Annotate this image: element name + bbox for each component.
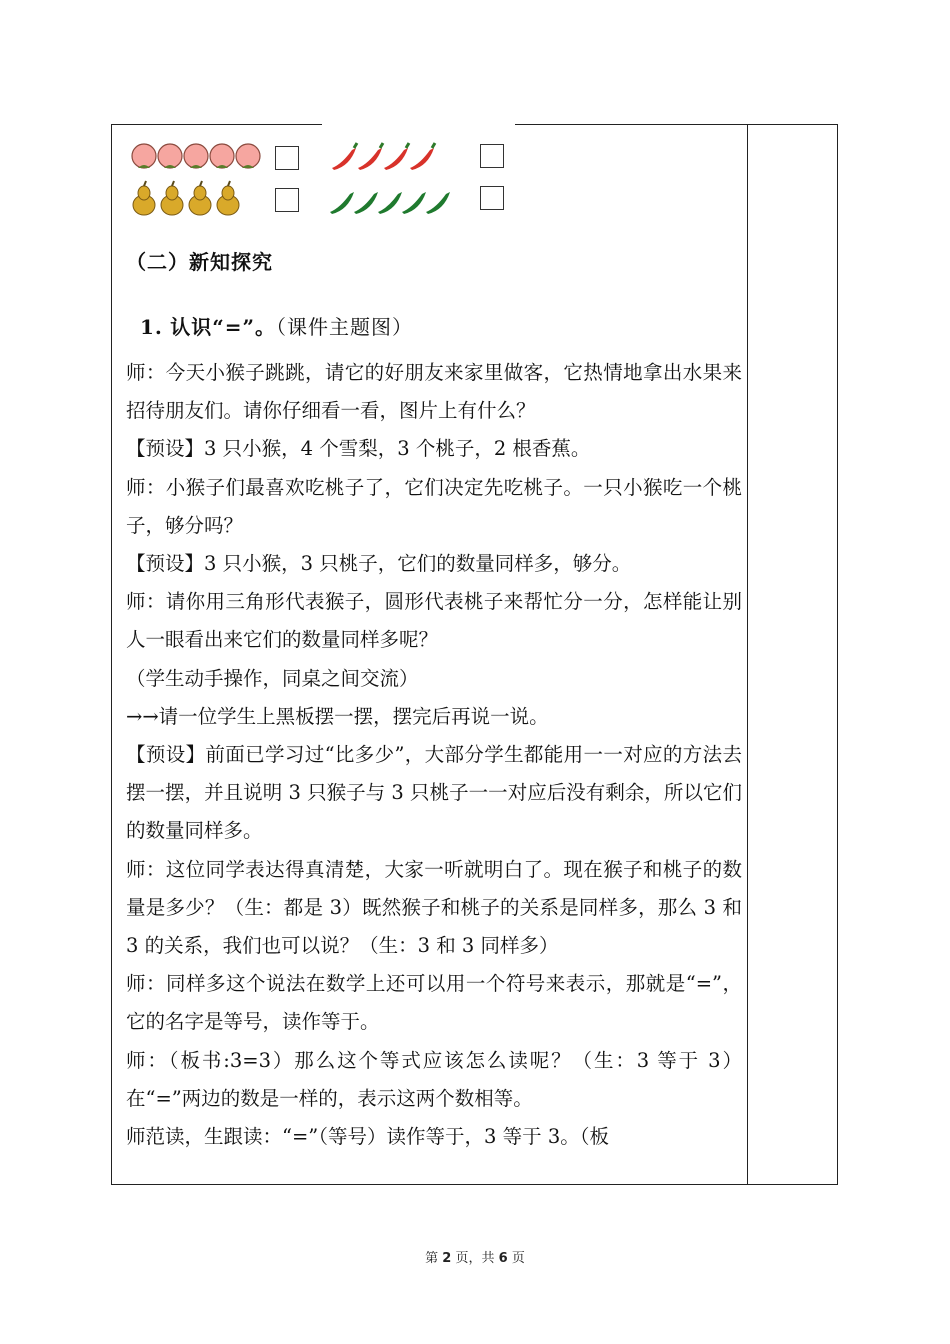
pear-icon (189, 181, 211, 215)
red-chili-group-icon (328, 138, 448, 174)
lesson-content-cell (118, 130, 742, 1182)
paragraph: （学生动手操作，同桌之间交流） (126, 666, 419, 690)
exercise-row-1 (128, 138, 268, 178)
paragraph: 师：今天小猴子跳跳，请它的好朋友来家里做客，它热情地拿出水果来招待朋友们。请你仔细看一看，图片上有什么？ (126, 361, 742, 423)
page-footer (0, 1247, 950, 1266)
table-column-divider (747, 124, 748, 1185)
subheading-note: （课件主题图） (276, 315, 414, 339)
answer-box-peaches[interactable] (275, 146, 299, 170)
green-chili-group (326, 180, 456, 220)
peach-icon (236, 144, 260, 168)
red-chili-icon (358, 148, 382, 170)
table-top-gap (322, 120, 515, 128)
footer-prefix: 第 (425, 1251, 439, 1266)
peach-group-icon (128, 138, 268, 174)
footer-total-pages: 6 (498, 1251, 508, 1266)
footer-suffix: 页 (511, 1251, 525, 1266)
answer-box-red-chilis[interactable] (480, 144, 504, 168)
paragraph: →→请一位学生上黑板摆一摆，摆完后再说一说。 (126, 704, 549, 728)
paragraph: 师：请你用三角形代表猴子，圆形代表桃子来帮忙分一分，怎样能让别人一眼看出来它们的数量同样多呢？ (126, 590, 742, 652)
footer-page-number: 2 (442, 1251, 452, 1266)
paragraph: 师：同样多这个说法在数学上还可以用一个符号来表示，那就是“=”，它的名字是等号，读作等于。 (126, 972, 742, 1034)
green-chili-icon (354, 192, 378, 214)
green-chili-icon (402, 192, 426, 214)
peach-icon (184, 144, 208, 168)
red-chili-icon (332, 148, 356, 170)
paragraph: 师范读，生跟读：“=”（等号）读作等于，3 等于 3。（板 (126, 1125, 609, 1149)
green-chili-icon (426, 192, 450, 214)
peach-icon (132, 144, 156, 168)
paragraph: 师：小猴子们最喜欢吃桃子了，它们决定先吃桃子。一只小猴吃一个桃子，够分吗？ (126, 475, 742, 537)
answer-box-pears[interactable] (275, 188, 299, 212)
red-chili-icon (384, 148, 408, 170)
pear-icon (161, 181, 183, 215)
subheading-number: 1. (140, 315, 163, 339)
pear-icon (217, 181, 239, 215)
green-chili-icon (330, 192, 354, 214)
peach-icon (210, 144, 234, 168)
section-heading: （二）新知探究 (126, 250, 273, 274)
green-chili-icon (378, 192, 402, 214)
pear-group-icon (128, 180, 248, 218)
paragraph: 师：（板书:3=3）那么这个等式应该怎么读呢？（生：3 等于 3）在“=”两边的数是一样的，表示这两个数相等。 (126, 1048, 742, 1110)
lesson-body (126, 354, 742, 1156)
pear-icon (133, 181, 155, 215)
paragraph: 师：这位同学表达得真清楚，大家一听就明白了。现在猴子和桃子的数量是多少？（生：都是 3）既然猴子和桃子的关系是同样多，那么 3 和 3 的关系，我们也可以说？（生：3 和 3 同样多） (126, 857, 742, 958)
paragraph: 【预设】3 只小猴，4 个雪梨，3 个桃子，2 根香蕉。 (126, 437, 591, 461)
green-chili-group-icon (326, 180, 456, 218)
peach-icon (158, 144, 182, 168)
red-chili-group (328, 138, 448, 178)
paragraph: 【预设】3 只小猴，3 只桃子，它们的数量同样多，够分。 (126, 552, 632, 576)
footer-mid: 页，共 (455, 1251, 495, 1266)
answer-box-green-chilis[interactable] (480, 186, 504, 210)
exercise-row-2 (128, 180, 248, 220)
paragraph: 【预设】前面已学习过“比多少”，大部分学生都能用一一对应的方法去摆一摆，并且说明 3 只猴子与 3 只桃子一一对应后没有剩余，所以它们的数量同样多。 (126, 743, 742, 843)
subheading (140, 311, 413, 340)
subheading-title: 认识“=”。 (170, 315, 277, 339)
red-chili-icon (410, 148, 434, 170)
